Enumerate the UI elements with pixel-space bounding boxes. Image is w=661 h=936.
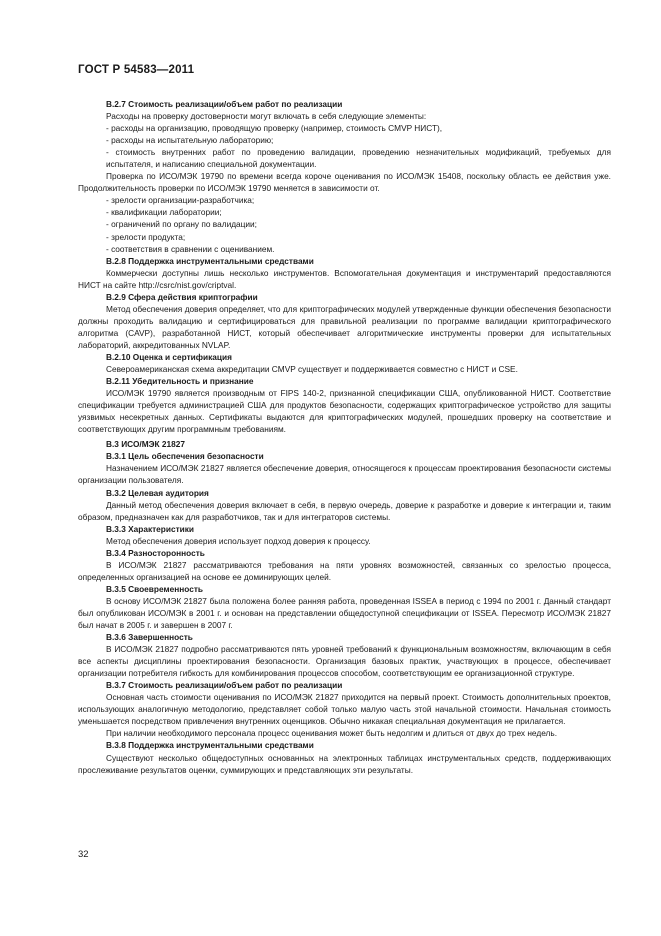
paragraph: Данный метод обеспечения доверия включает в себя, в первую очередь, доверие к разработке и доверие к интеграции и, таким образом, предназначен как для разработчиков, так и для интеграторов системы. (78, 499, 611, 522)
list-item: - соответствия в сравнении с оцениванием. (106, 243, 275, 254)
section-heading: В.3.1 Цель обеспечения безопасности (106, 451, 264, 462)
list-item: - расходы на организацию, проводящую проверку (например, стоимость CMVP НИСТ), (106, 123, 443, 134)
paragraph: При наличии необходимого персонала процесс оценивания может быть недолгим и длиться от двух до трех недель. (106, 728, 558, 739)
section-heading: В.2.10 Оценка и сертификация (106, 351, 232, 362)
page-number: 32 (78, 849, 89, 860)
section-heading: В.2.8 Поддержка инструментальными средствами (106, 255, 314, 266)
document-body (78, 98, 611, 776)
standard-title: ГОСТ Р 54583—2011 (78, 64, 195, 76)
paragraph: В ИСО/МЭК 21827 рассматриваются требования на пяти уровнях возможностей, связанных со зрелостью процесса, определенных организацией на основе ее доминирующих целей. (78, 559, 611, 582)
paragraph: В основу ИСО/МЭК 21827 была положена более ранняя работа, проведенная ISSEA в период с 1994 по 2001 г. Данный стандарт был опубликован ИСО/МЭК в 2001 г. и основан на представлении общедоступной спецификации от ISSEA. Пересмотр ИСО/МЭК 21827 был начат в 2005 г. и завершен в 2007 г. (78, 595, 611, 631)
section-heading: В.3.8 Поддержка инструментальными средствами (106, 740, 314, 751)
paragraph: Метод обеспечения доверия определяет, что для криптографических модулей утвержденные функции обеспечения безопасности должны проходить валидацию и сертифицироваться для правильной реализации по программе валидации криптографического алгоритма (CAVP), разработанной НИСТ, который обеспечивает алгоритмические инструменты проверки для испытательных лабораторий, аккредитованных NVLAP. (78, 303, 611, 350)
paragraph: В ИСО/МЭК 21827 подробно рассматриваются пять уровней требований к функциональным возможностям, включающим в себя все аспекты дисциплины проектирования безопасности. Организация базовых практик, участвующих в процессе, обеспечивает организации потребителя гибкость для комбинирования процессов способом, соответствующим ее организационной структуре. (78, 644, 611, 679)
section-heading: В.3 ИСО/МЭК 21827 (106, 439, 185, 450)
section-heading: В.3.3 Характеристики (106, 523, 194, 534)
section-heading: В.2.9 Сфера действия криптографии (106, 291, 258, 302)
paragraph: ИСО/МЭК 19790 является производным от FIPS 140-2, признанной спецификации США, опубликованной НИСТ. Соответствие спецификации требуется администрацией США для продуктов безопасности, содержащих криптографическое устройство для защиты уязвимых несекретных данных. Сертификаты выдаются для криптографических модулей, прошедших проверку на соответствие и соответствующих другим программным требованиям. (78, 388, 611, 435)
paragraph: Расходы на проверку достоверности могут включать в себя следующие элементы: (106, 111, 427, 122)
paragraph: Существуют несколько общедоступных основанных на электронных таблицах инструментальных средств, поддерживающих прослеживание результатов оценки, суммирующих и представляющих эти результаты. (78, 752, 611, 775)
section-heading: В.3.7 Стоимость реализации/объем работ по реализации (106, 680, 343, 691)
list-item: - стоимость внутренних работ по проведению валидации, проведению незначительных модификаций, требуемых для испытателя, и написанию специальной документации. (106, 147, 611, 170)
list-item: - квалификации лаборатории; (106, 207, 222, 218)
list-item: - ограничений по органу по валидации; (106, 219, 257, 230)
section-heading: В.3.6 Завершенность (106, 632, 193, 643)
paragraph: Проверка по ИСО/МЭК 19790 по времени всегда короче оценивания по ИСО/МЭК 15408, поскольку область ее действия уже. Продолжительность проверки по ИСО/МЭК 19790 меняется в зависимости от. (78, 171, 611, 194)
section-heading: В.3.5 Своевременность (106, 583, 203, 594)
paragraph: Назначением ИСО/МЭК 21827 является обеспечение доверия, относящегося к процессам проектирования безопасности системы организации пользователя. (78, 463, 611, 486)
list-item: - расходы на испытательную лабораторию; (106, 135, 274, 146)
paragraph: Коммерчески доступны лишь несколько инструментов. Вспомогательная документация и инструментарий предоставляются НИСТ на сайте http://csrc/nist.gov/criptval. (78, 267, 611, 290)
paragraph: Основная часть стоимости оценивания по ИСО/МЭК 21827 приходится на первый проект. Стоимость дополнительных проектов, использующих аналогичную методологию, представляет собой только малую часть этой начальной стоимости. Начальная стоимость уменьшается посредством привлечения внутренних оценщиков. Обычно никакая специальная документация не прилагается. (78, 692, 611, 727)
paragraph: Североамериканская схема аккредитации CMVP существует и поддерживается совместно с НИСТ и CSE. (106, 364, 518, 375)
section-heading: В.2.11 Убедительность и признание (106, 376, 254, 387)
section-heading: В.3.2 Целевая аудитория (106, 487, 209, 498)
section-heading: В.2.7 Стоимость реализации/объем работ по реализации (106, 99, 343, 109)
list-item: - зрелости продукта; (106, 231, 186, 242)
paragraph: Метод обеспечения доверия использует подход доверия к процессу. (106, 535, 371, 546)
list-item: - зрелости организации-разработчика; (106, 195, 255, 206)
section-heading: В.3.4 Разносторонность (106, 547, 205, 558)
